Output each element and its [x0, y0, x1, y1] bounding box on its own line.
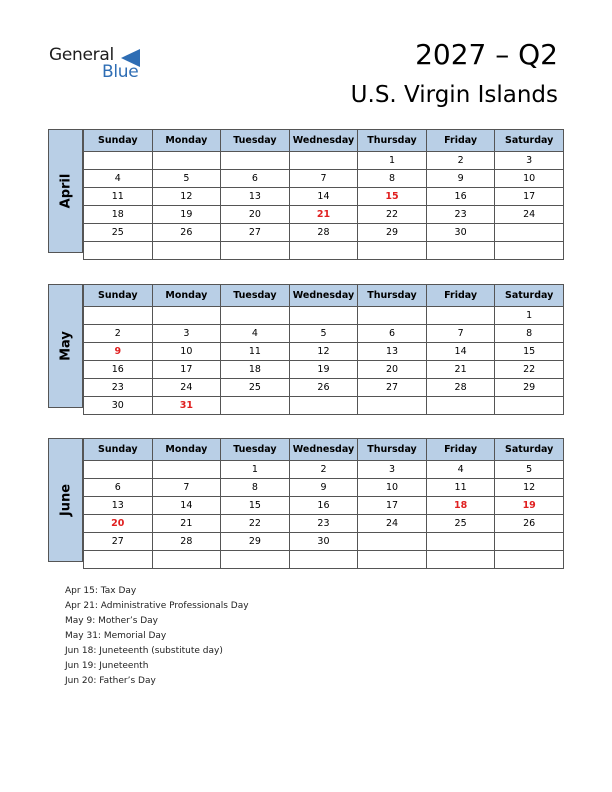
day-cell: 16: [426, 188, 495, 206]
day-cell: [289, 242, 358, 260]
page-title: 2027 – Q2: [415, 38, 558, 71]
day-cell: 21: [289, 206, 358, 224]
weekday-header: Saturday: [495, 285, 564, 307]
day-cell: 18: [84, 206, 153, 224]
week-row: [84, 170, 564, 188]
month-table: [83, 438, 564, 569]
week-row: [84, 497, 564, 515]
day-cell: 18: [221, 361, 290, 379]
weekday-header: Monday: [152, 285, 221, 307]
day-cell: 22: [358, 206, 427, 224]
logo-triangle-icon: [121, 49, 140, 67]
day-cell: 20: [221, 206, 290, 224]
weekday-header: Sunday: [84, 130, 153, 152]
day-cell: [358, 397, 427, 415]
day-cell: 8: [221, 479, 290, 497]
day-cell: [152, 461, 221, 479]
day-cell: 13: [221, 188, 290, 206]
day-cell: 28: [152, 533, 221, 551]
day-cell: 28: [426, 379, 495, 397]
day-cell: 24: [152, 379, 221, 397]
day-cell: 12: [152, 188, 221, 206]
day-cell: 9: [84, 343, 153, 361]
day-cell: 25: [221, 379, 290, 397]
day-cell: 28: [289, 224, 358, 242]
weekday-header: Friday: [426, 285, 495, 307]
holiday-list: [65, 584, 249, 689]
day-cell: [358, 551, 427, 569]
weekday-header-row: [84, 285, 564, 307]
day-cell: 9: [289, 479, 358, 497]
day-cell: 6: [221, 170, 290, 188]
weekday-header: Tuesday: [221, 130, 290, 152]
week-row: [84, 152, 564, 170]
holiday-list-item: Jun 20: Father’s Day: [65, 676, 156, 686]
day-cell: 23: [84, 379, 153, 397]
day-cell: [289, 397, 358, 415]
week-row: [84, 397, 564, 415]
day-cell: 5: [152, 170, 221, 188]
weekday-header: Saturday: [495, 130, 564, 152]
day-cell: 17: [358, 497, 427, 515]
day-cell: 14: [289, 188, 358, 206]
day-cell: 20: [84, 515, 153, 533]
day-cell: 19: [152, 206, 221, 224]
month-block-april: [48, 129, 564, 253]
day-cell: 3: [495, 152, 564, 170]
weekday-header: Wednesday: [289, 285, 358, 307]
day-cell: 11: [426, 479, 495, 497]
weekday-header: Monday: [152, 130, 221, 152]
day-cell: [426, 307, 495, 325]
day-cell: [221, 551, 290, 569]
day-cell: 3: [152, 325, 221, 343]
day-cell: 7: [289, 170, 358, 188]
day-cell: [152, 551, 221, 569]
day-cell: 2: [84, 325, 153, 343]
day-cell: 1: [358, 152, 427, 170]
day-cell: 26: [152, 224, 221, 242]
day-cell: [495, 224, 564, 242]
day-cell: 30: [426, 224, 495, 242]
week-row: [84, 361, 564, 379]
day-cell: [426, 242, 495, 260]
day-cell: [84, 307, 153, 325]
day-cell: 5: [495, 461, 564, 479]
day-cell: [495, 533, 564, 551]
day-cell: [495, 242, 564, 260]
day-cell: 15: [495, 343, 564, 361]
holiday-list-item: Apr 21: Administrative Professionals Day: [65, 601, 249, 611]
day-cell: 26: [495, 515, 564, 533]
day-cell: 2: [426, 152, 495, 170]
week-row: [84, 379, 564, 397]
month-table: [83, 284, 564, 415]
day-cell: 6: [84, 479, 153, 497]
week-row: [84, 188, 564, 206]
day-cell: 21: [426, 361, 495, 379]
weekday-header: Tuesday: [221, 285, 290, 307]
day-cell: 10: [495, 170, 564, 188]
day-cell: 27: [358, 379, 427, 397]
week-row: [84, 515, 564, 533]
month-label-column: [48, 438, 83, 562]
day-cell: 20: [358, 361, 427, 379]
day-cell: [221, 152, 290, 170]
holiday-list-item: Apr 15: Tax Day: [65, 586, 137, 596]
day-cell: 13: [358, 343, 427, 361]
day-cell: 27: [84, 533, 153, 551]
day-cell: [152, 307, 221, 325]
day-cell: [152, 152, 221, 170]
month-block-may: [48, 284, 564, 411]
day-cell: 15: [358, 188, 427, 206]
weekday-header-row: [84, 130, 564, 152]
day-cell: [221, 242, 290, 260]
day-cell: 23: [289, 515, 358, 533]
day-cell: 8: [495, 325, 564, 343]
day-cell: 18: [426, 497, 495, 515]
month-label-column: [48, 129, 83, 253]
week-row: [84, 461, 564, 479]
month-name: April: [58, 173, 73, 209]
holiday-list-item: May 9: Mother’s Day: [65, 616, 159, 626]
day-cell: [426, 533, 495, 551]
week-row: [84, 343, 564, 361]
day-cell: 5: [289, 325, 358, 343]
day-cell: 19: [289, 361, 358, 379]
day-cell: 2: [289, 461, 358, 479]
weekday-header: Sunday: [84, 439, 153, 461]
page-subtitle: U.S. Virgin Islands: [350, 82, 558, 108]
month-name: June: [58, 483, 73, 517]
day-cell: 12: [289, 343, 358, 361]
day-cell: 29: [495, 379, 564, 397]
day-cell: 4: [84, 170, 153, 188]
day-cell: 4: [426, 461, 495, 479]
day-cell: [358, 307, 427, 325]
day-cell: 8: [358, 170, 427, 188]
month-label-column: [48, 284, 83, 408]
day-cell: 22: [221, 515, 290, 533]
day-cell: 13: [84, 497, 153, 515]
day-cell: 27: [221, 224, 290, 242]
logo: [49, 45, 149, 85]
logo-text-blue: Blue: [102, 62, 139, 82]
month-block-june: [48, 438, 564, 562]
day-cell: 10: [152, 343, 221, 361]
day-cell: 25: [84, 224, 153, 242]
day-cell: [358, 242, 427, 260]
weekday-header: Wednesday: [289, 130, 358, 152]
day-cell: 21: [152, 515, 221, 533]
day-cell: [84, 152, 153, 170]
week-row: [84, 242, 564, 260]
day-cell: 23: [426, 206, 495, 224]
weekday-header: Thursday: [358, 439, 427, 461]
week-row: [84, 307, 564, 325]
day-cell: 14: [426, 343, 495, 361]
day-cell: [289, 152, 358, 170]
day-cell: 31: [152, 397, 221, 415]
day-cell: 11: [84, 188, 153, 206]
day-cell: 7: [152, 479, 221, 497]
day-cell: 15: [221, 497, 290, 515]
day-cell: [84, 461, 153, 479]
day-cell: [495, 397, 564, 415]
weekday-header: Friday: [426, 130, 495, 152]
logo-text-general: General: [49, 45, 114, 65]
day-cell: 10: [358, 479, 427, 497]
holiday-list-item: May 31: Memorial Day: [65, 631, 167, 641]
day-cell: [289, 307, 358, 325]
day-cell: [495, 551, 564, 569]
weekday-header: Sunday: [84, 285, 153, 307]
weekday-header: Thursday: [358, 285, 427, 307]
day-cell: 11: [221, 343, 290, 361]
holiday-list-item: Jun 19: Juneteenth: [65, 661, 149, 671]
month-name: May: [58, 331, 73, 361]
weekday-header: Friday: [426, 439, 495, 461]
weekday-header: Saturday: [495, 439, 564, 461]
day-cell: [221, 397, 290, 415]
week-row: [84, 206, 564, 224]
day-cell: 1: [495, 307, 564, 325]
day-cell: 7: [426, 325, 495, 343]
day-cell: 19: [495, 497, 564, 515]
day-cell: 29: [221, 533, 290, 551]
weekday-header: Wednesday: [289, 439, 358, 461]
day-cell: [84, 551, 153, 569]
day-cell: 29: [358, 224, 427, 242]
holiday-list-item: Jun 18: Juneteenth (substitute day): [65, 646, 223, 656]
day-cell: 9: [426, 170, 495, 188]
day-cell: 6: [358, 325, 427, 343]
weekday-header: Tuesday: [221, 439, 290, 461]
day-cell: 24: [495, 206, 564, 224]
week-row: [84, 533, 564, 551]
day-cell: 22: [495, 361, 564, 379]
day-cell: 3: [358, 461, 427, 479]
day-cell: [221, 307, 290, 325]
day-cell: [289, 551, 358, 569]
day-cell: 16: [289, 497, 358, 515]
day-cell: 25: [426, 515, 495, 533]
day-cell: 4: [221, 325, 290, 343]
day-cell: 17: [152, 361, 221, 379]
month-table: [83, 129, 564, 260]
day-cell: [426, 551, 495, 569]
day-cell: 14: [152, 497, 221, 515]
day-cell: [152, 242, 221, 260]
week-row: [84, 551, 564, 569]
day-cell: [426, 397, 495, 415]
day-cell: [84, 242, 153, 260]
day-cell: [358, 533, 427, 551]
weekday-header: Monday: [152, 439, 221, 461]
week-row: [84, 479, 564, 497]
day-cell: 16: [84, 361, 153, 379]
day-cell: 30: [289, 533, 358, 551]
day-cell: 12: [495, 479, 564, 497]
week-row: [84, 325, 564, 343]
day-cell: 17: [495, 188, 564, 206]
day-cell: 1: [221, 461, 290, 479]
day-cell: 26: [289, 379, 358, 397]
weekday-header: Thursday: [358, 130, 427, 152]
day-cell: 30: [84, 397, 153, 415]
week-row: [84, 224, 564, 242]
day-cell: 24: [358, 515, 427, 533]
weekday-header-row: [84, 439, 564, 461]
